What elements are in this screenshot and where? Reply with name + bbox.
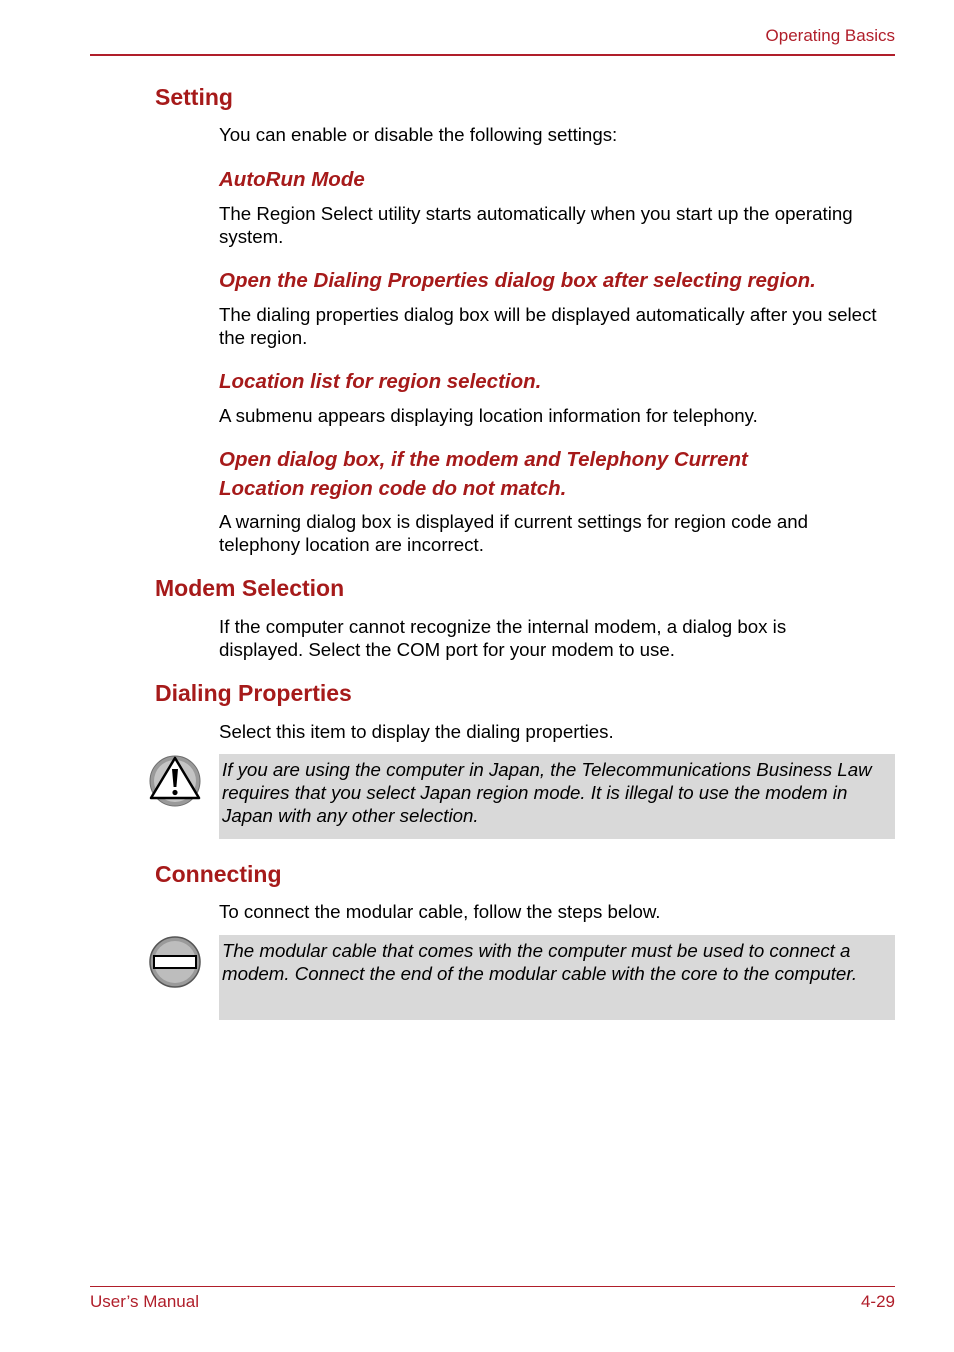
- connecting-text: To connect the modular cable, follow the steps below.: [219, 901, 661, 922]
- modem-selection-text: If the computer cannot recognize the internal modem, a dialog box is displayed. Select the COM port for your modem to use.: [219, 616, 787, 660]
- option-desc-autorun: The Region Select utility starts automatically when you start up the operating system.: [219, 203, 853, 247]
- option-desc-location: A submenu appears displaying location information for telephony.: [219, 405, 758, 426]
- cable-note: [219, 935, 895, 1020]
- connecting-heading: Connecting: [155, 861, 282, 887]
- warning-triangle-icon: [148, 754, 202, 808]
- page-number: 4-29: [860, 1292, 895, 1311]
- cable-note-text: The modular cable that comes with the computer must be used to connect a modem. Connect the end of the modular cable with the core to the computer.: [222, 940, 858, 984]
- option-desc-mismatch: A warning dialog box is displayed if current settings for region code and telephony location are incorrect.: [219, 511, 809, 555]
- option-title-autorun: AutoRun Mode: [219, 168, 365, 191]
- running-header: Operating Basics: [765, 26, 895, 45]
- option-desc-dialing: The dialing properties dialog box will be displayed automatically after you select the region.: [219, 304, 877, 348]
- footer-rule: [90, 1286, 895, 1287]
- option-title-dialing: Open the Dialing Properties dialog box after selecting region.: [219, 269, 816, 292]
- dialing-properties-text: Select this item to display the dialing properties.: [219, 721, 614, 742]
- dialing-properties-heading: Dialing Properties: [155, 680, 352, 706]
- footer-manual: User’s Manual: [90, 1292, 199, 1311]
- option-title-mismatch: Open dialog box, if the modem and Telephony Current Location region code do not match.: [219, 448, 748, 500]
- no-entry-icon: [148, 935, 202, 989]
- option-title-location: Location list for region selection.: [219, 370, 542, 393]
- modem-selection-heading: Modem Selection: [155, 575, 345, 601]
- header-rule: [90, 54, 895, 56]
- setting-intro: You can enable or disable the following settings:: [219, 124, 618, 145]
- warning-note-text: If you are using the computer in Japan, the Telecommunications Business Law requires that you select Japan region mode. It is illegal to use the modem in Japan with any other selection.: [222, 759, 872, 826]
- setting-heading: Setting: [155, 84, 233, 110]
- warning-note: [219, 754, 895, 839]
